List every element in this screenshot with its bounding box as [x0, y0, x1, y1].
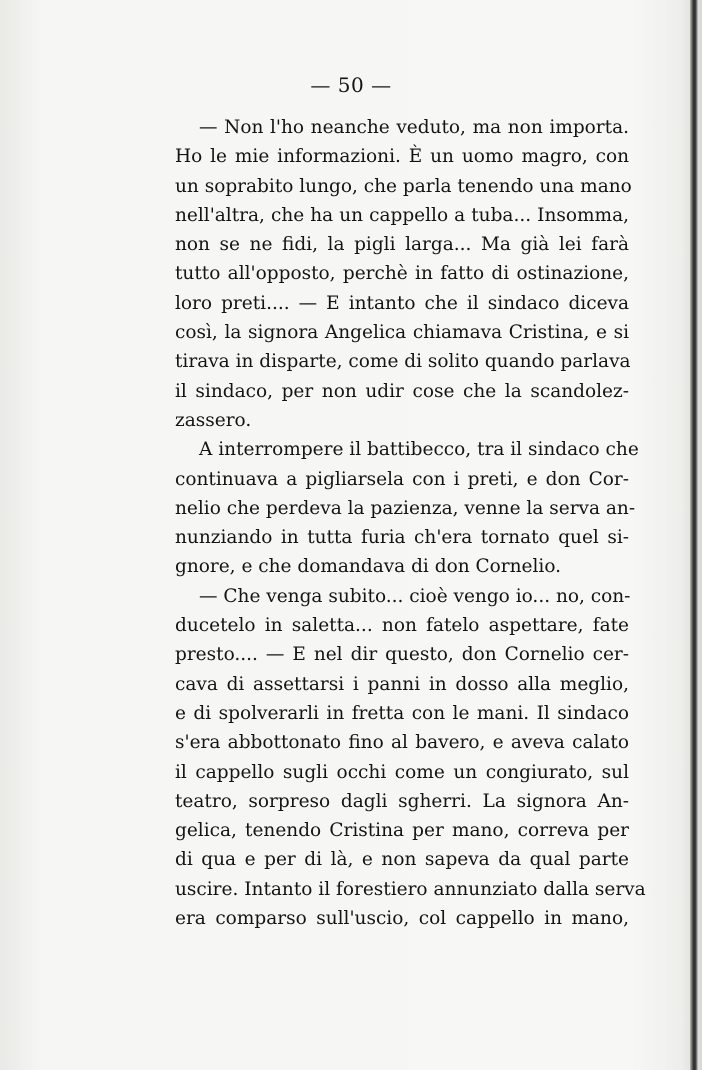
text-line: nell'altra, che ha un cappello a tuba... Insomma, [175, 204, 629, 226]
page-binding-edge [690, 0, 698, 1070]
text-line: il sindaco, per non udir cose che la scandolez- [175, 380, 629, 402]
text-line: tutto all'opposto, perchè in fatto di ostinazione, [175, 263, 629, 285]
text-line: uscire. Intanto il forestiero annunziato dalla serva [175, 878, 646, 900]
text-line: teatro, sorpreso dagli sgherri. La signora An- [175, 790, 629, 812]
page-number: — 50 — [310, 73, 392, 97]
text-line: ducetelo in saletta... non fatelo aspettare, fate [175, 615, 629, 637]
text-line: nelio che perdeva la pazienza, venne la serva an- [175, 497, 636, 519]
body-text [175, 113, 646, 933]
text-line: loro preti.... — E intanto che il sindaco diceva [175, 292, 629, 314]
text-line: era comparso sull'uscio, col cappello in mano, [175, 908, 629, 930]
text-line: gnore, e che domandava di don Cornelio. [175, 556, 562, 578]
text-line: — Non l'ho neanche veduto, ma non importa. [199, 117, 629, 138]
text-line: un soprabito lungo, che parla tenendo una mano [175, 175, 632, 197]
text-line: cava di assettarsi i panni in dosso alla meglio, [175, 673, 629, 695]
text-line: s'era abbottonato fino al bavero, e aveva calato [175, 732, 629, 754]
text-line: tirava in disparte, come di solito quando parlava [175, 351, 631, 373]
text-line: — Che venga subito... cioè vengo io... no, con- [199, 585, 631, 607]
text-line: continuava a pigliarsela con i preti, e don Cor- [175, 468, 629, 490]
text-line: di qua e per di là, e non sapeva da qual parte [175, 849, 629, 871]
text-line: gelica, tenendo Cristina per mano, correva per [175, 820, 629, 842]
text-line: non se ne fidi, la pigli larga... Ma già lei farà [175, 234, 629, 256]
text-line: zassero. [175, 409, 252, 431]
text-line: e di spolverarli in fretta con le mani. Il sindaco [175, 702, 629, 724]
text-line: Ho le mie informazioni. È un uomo magro, con [175, 146, 629, 168]
text-line: presto.... — E nel dir questo, don Cornelio cer- [175, 644, 629, 666]
text-line: il cappello sugli occhi come un congiurato, sul [175, 761, 629, 783]
text-line: nunziando in tutta furia ch'era tornato quel si- [175, 527, 629, 549]
text-line: così, la signora Angelica chiamava Cristina, e si [175, 322, 629, 344]
text-line: A interrompere il battibecco, tra il sindaco che [199, 439, 639, 461]
